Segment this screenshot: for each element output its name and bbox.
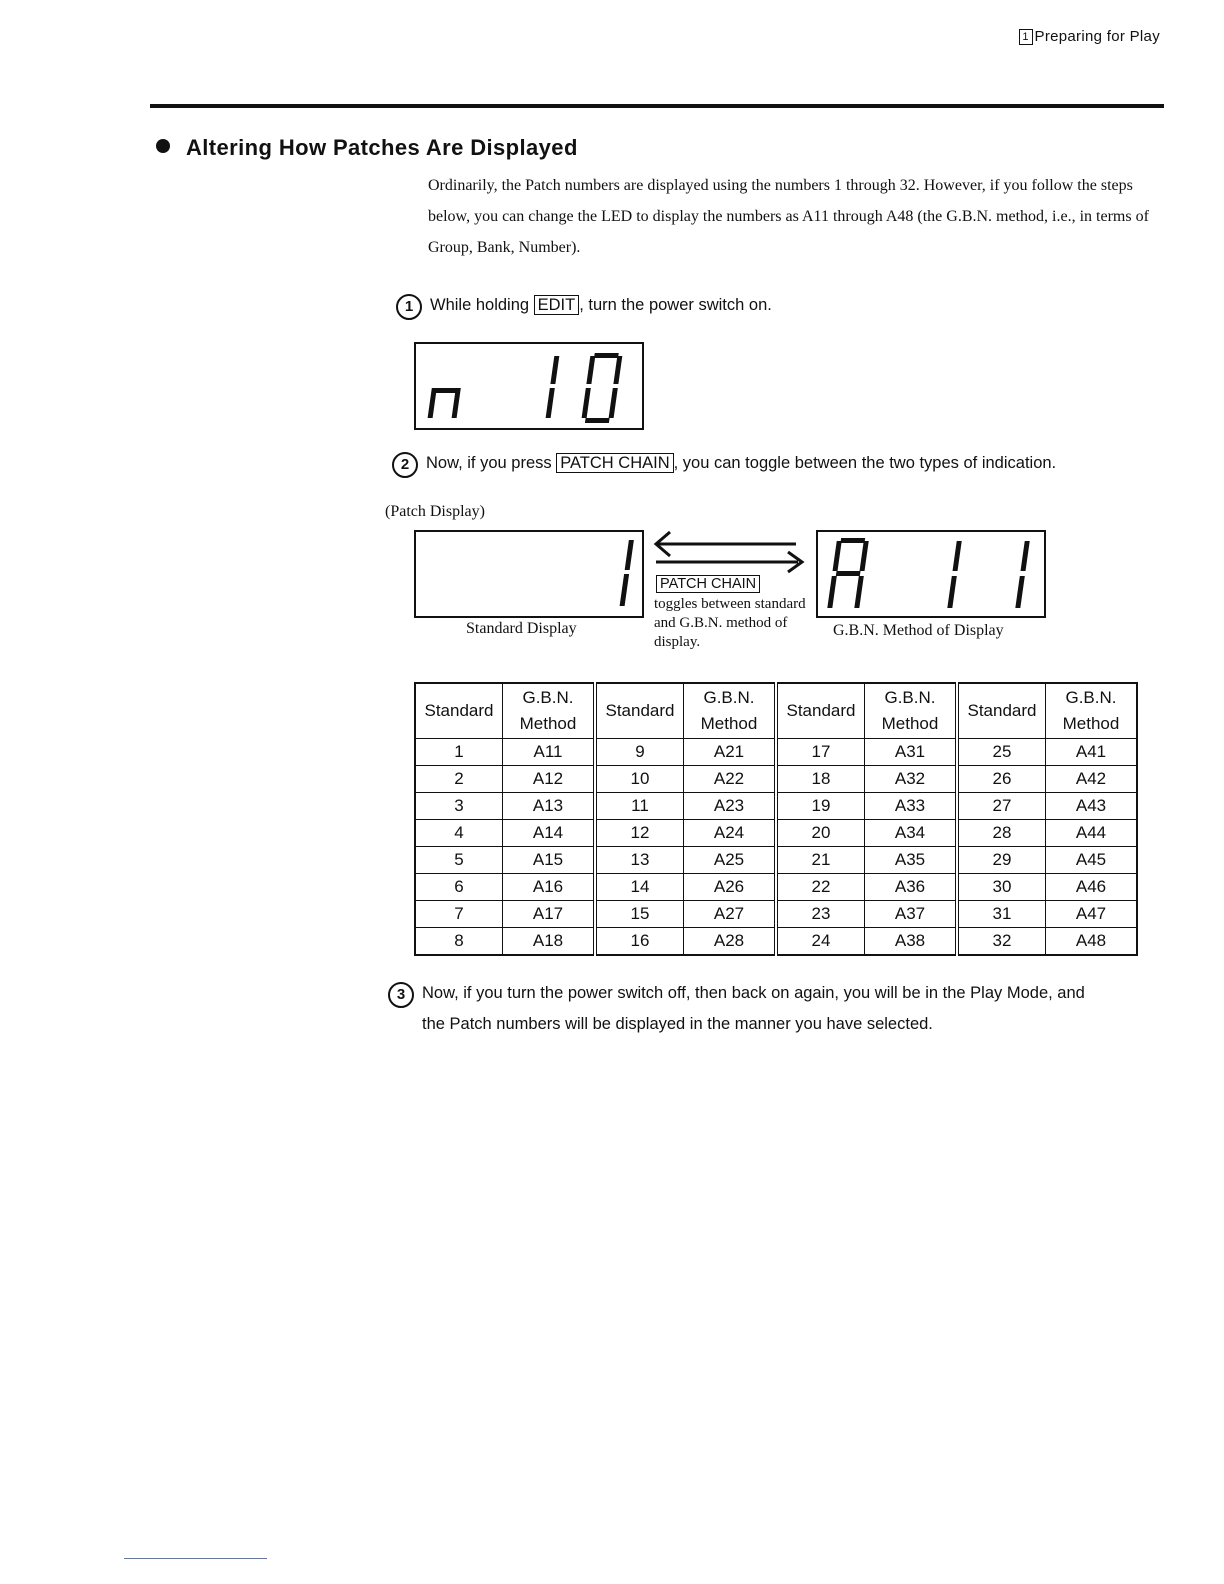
cell-gbn: A28 xyxy=(684,928,777,956)
header-gbn-line2: Method xyxy=(700,714,758,733)
cell-standard: 5 xyxy=(415,847,503,874)
cell-gbn: A35 xyxy=(865,847,958,874)
header-gbn-line1: G.B.N. xyxy=(884,688,936,707)
cell-standard: 16 xyxy=(595,928,684,956)
cell-gbn: A14 xyxy=(503,820,596,847)
header-gbn-line1: G.B.N. xyxy=(703,688,755,707)
cell-gbn: A17 xyxy=(503,901,596,928)
cell-gbn: A21 xyxy=(684,739,777,766)
table-body xyxy=(415,739,1137,956)
header-gbn-line2: Method xyxy=(519,714,577,733)
cell-gbn: A48 xyxy=(1046,928,1138,956)
cell-gbn: A16 xyxy=(503,874,596,901)
cell-standard: 1 xyxy=(415,739,503,766)
cell-gbn: A15 xyxy=(503,847,596,874)
cell-standard: 21 xyxy=(776,847,865,874)
section-title-text: Altering How Patches Are Displayed xyxy=(186,135,578,160)
table-row xyxy=(415,820,1137,847)
lcd-gbn-display xyxy=(816,530,1046,618)
header-gbn-line2: Method xyxy=(881,714,939,733)
cell-standard: 24 xyxy=(776,928,865,956)
cell-standard: 32 xyxy=(957,928,1046,956)
step-3-line2: the Patch numbers will be displayed in the manner you have selected. xyxy=(422,1015,933,1033)
cell-standard: 2 xyxy=(415,766,503,793)
cell-standard: 27 xyxy=(957,793,1046,820)
section-title xyxy=(156,135,578,161)
cell-gbn: A34 xyxy=(865,820,958,847)
cell-standard: 9 xyxy=(595,739,684,766)
cell-gbn: A37 xyxy=(865,901,958,928)
cell-standard: 12 xyxy=(595,820,684,847)
cell-standard: 3 xyxy=(415,793,503,820)
cell-standard: 25 xyxy=(957,739,1046,766)
cell-standard: 19 xyxy=(776,793,865,820)
patch-chain-key: PATCH CHAIN xyxy=(556,453,673,473)
footer-line xyxy=(124,1558,267,1559)
step-number: 2 xyxy=(392,452,418,478)
cell-gbn: A31 xyxy=(865,739,958,766)
cell-gbn: A42 xyxy=(1046,766,1138,793)
lcd-gbn-digits xyxy=(818,532,1044,616)
cell-standard: 17 xyxy=(776,739,865,766)
step-2 xyxy=(392,452,1056,478)
cell-gbn: A36 xyxy=(865,874,958,901)
cell-standard: 18 xyxy=(776,766,865,793)
intro-paragraph: Ordinarily, the Patch numbers are displayed using the numbers 1 through 32. However, if you follow the steps below, you can change the LED to display the numbers as A11 through A48 (the G.B.N. method, i.e., in terms of Group, Bank, Number). xyxy=(428,177,1149,256)
table-header-row xyxy=(415,683,1137,739)
cell-gbn: A26 xyxy=(684,874,777,901)
edit-key: EDIT xyxy=(534,295,580,315)
header-gbn xyxy=(503,683,596,739)
cell-gbn: A43 xyxy=(1046,793,1138,820)
header-standard: Standard xyxy=(595,683,684,739)
step-1 xyxy=(396,294,772,320)
header-gbn xyxy=(1046,683,1138,739)
lcd-mode-display xyxy=(414,342,644,430)
cell-standard: 30 xyxy=(957,874,1046,901)
cell-standard: 22 xyxy=(776,874,865,901)
header-gbn-line1: G.B.N. xyxy=(522,688,574,707)
header-gbn xyxy=(865,683,958,739)
cell-gbn: A45 xyxy=(1046,847,1138,874)
cell-gbn: A13 xyxy=(503,793,596,820)
cell-standard: 23 xyxy=(776,901,865,928)
header-label-text: Preparing for Play xyxy=(1034,28,1160,45)
cell-standard: 6 xyxy=(415,874,503,901)
table-row xyxy=(415,766,1137,793)
cell-standard: 8 xyxy=(415,928,503,956)
step-text-before: Now, if you press xyxy=(426,454,557,472)
cell-gbn: A38 xyxy=(865,928,958,956)
header-gbn-line1: G.B.N. xyxy=(1065,688,1117,707)
cell-gbn: A18 xyxy=(503,928,596,956)
header-standard: Standard xyxy=(776,683,865,739)
seg xyxy=(435,388,458,393)
header-gbn xyxy=(684,683,777,739)
cell-standard: 31 xyxy=(957,901,1046,928)
step-text-after: , turn the power switch on. xyxy=(579,296,772,314)
cell-gbn: A46 xyxy=(1046,874,1138,901)
toggle-patch-chain-key: PATCH CHAIN xyxy=(656,575,760,593)
header-gbn-line2: Method xyxy=(1062,714,1120,733)
step-text-after: , you can toggle between the two types of indication. xyxy=(673,454,1057,472)
cell-gbn: A23 xyxy=(684,793,777,820)
table-row xyxy=(415,928,1137,956)
cell-gbn: A24 xyxy=(684,820,777,847)
seg xyxy=(428,388,437,418)
cell-gbn: A41 xyxy=(1046,739,1138,766)
toggle-caption: toggles between standard and G.B.N. method of display. xyxy=(654,596,806,650)
lcd-mode-digits xyxy=(416,344,642,428)
lcd-standard-digits xyxy=(416,532,642,616)
table-row xyxy=(415,874,1137,901)
table-row xyxy=(415,847,1137,874)
lcd-standard-display xyxy=(414,530,644,618)
caption-standard-display: Standard Display xyxy=(466,620,577,637)
cell-standard: 13 xyxy=(595,847,684,874)
cell-standard: 15 xyxy=(595,901,684,928)
header-standard: Standard xyxy=(415,683,503,739)
cell-gbn: A32 xyxy=(865,766,958,793)
cell-standard: 11 xyxy=(595,793,684,820)
cell-gbn: A47 xyxy=(1046,901,1138,928)
toggle-arrows-icon xyxy=(650,528,810,578)
step-number: 3 xyxy=(388,982,414,1008)
step-text-before: While holding xyxy=(430,296,534,314)
cell-gbn: A22 xyxy=(684,766,777,793)
cell-standard: 29 xyxy=(957,847,1046,874)
bullet-icon xyxy=(156,139,170,153)
cell-standard: 4 xyxy=(415,820,503,847)
cell-gbn: A27 xyxy=(684,901,777,928)
cell-gbn: A12 xyxy=(503,766,596,793)
table-row xyxy=(415,793,1137,820)
step-3-line1: Now, if you turn the power switch off, then back on again, you will be in the Play Mode, and xyxy=(422,984,1085,1002)
cell-standard: 14 xyxy=(595,874,684,901)
step-3 xyxy=(388,978,1168,1040)
cell-standard: 7 xyxy=(415,901,503,928)
header-standard: Standard xyxy=(957,683,1046,739)
cell-gbn: A33 xyxy=(865,793,958,820)
header-rule xyxy=(150,104,1164,108)
header-section-label xyxy=(1019,28,1160,45)
gbn-conversion-table xyxy=(414,682,1138,956)
cell-standard: 26 xyxy=(957,766,1046,793)
step-number: 1 xyxy=(396,294,422,320)
cell-standard: 20 xyxy=(776,820,865,847)
table-row xyxy=(415,901,1137,928)
caption-gbn-display: G.B.N. Method of Display xyxy=(833,622,1004,639)
cell-standard: 28 xyxy=(957,820,1046,847)
chapter-marker: 1 xyxy=(1019,29,1033,45)
patch-display-label: (Patch Display) xyxy=(385,503,485,520)
cell-standard: 10 xyxy=(595,766,684,793)
table-row xyxy=(415,739,1137,766)
cell-gbn: A25 xyxy=(684,847,777,874)
cell-gbn: A44 xyxy=(1046,820,1138,847)
cell-gbn: A11 xyxy=(503,739,596,766)
